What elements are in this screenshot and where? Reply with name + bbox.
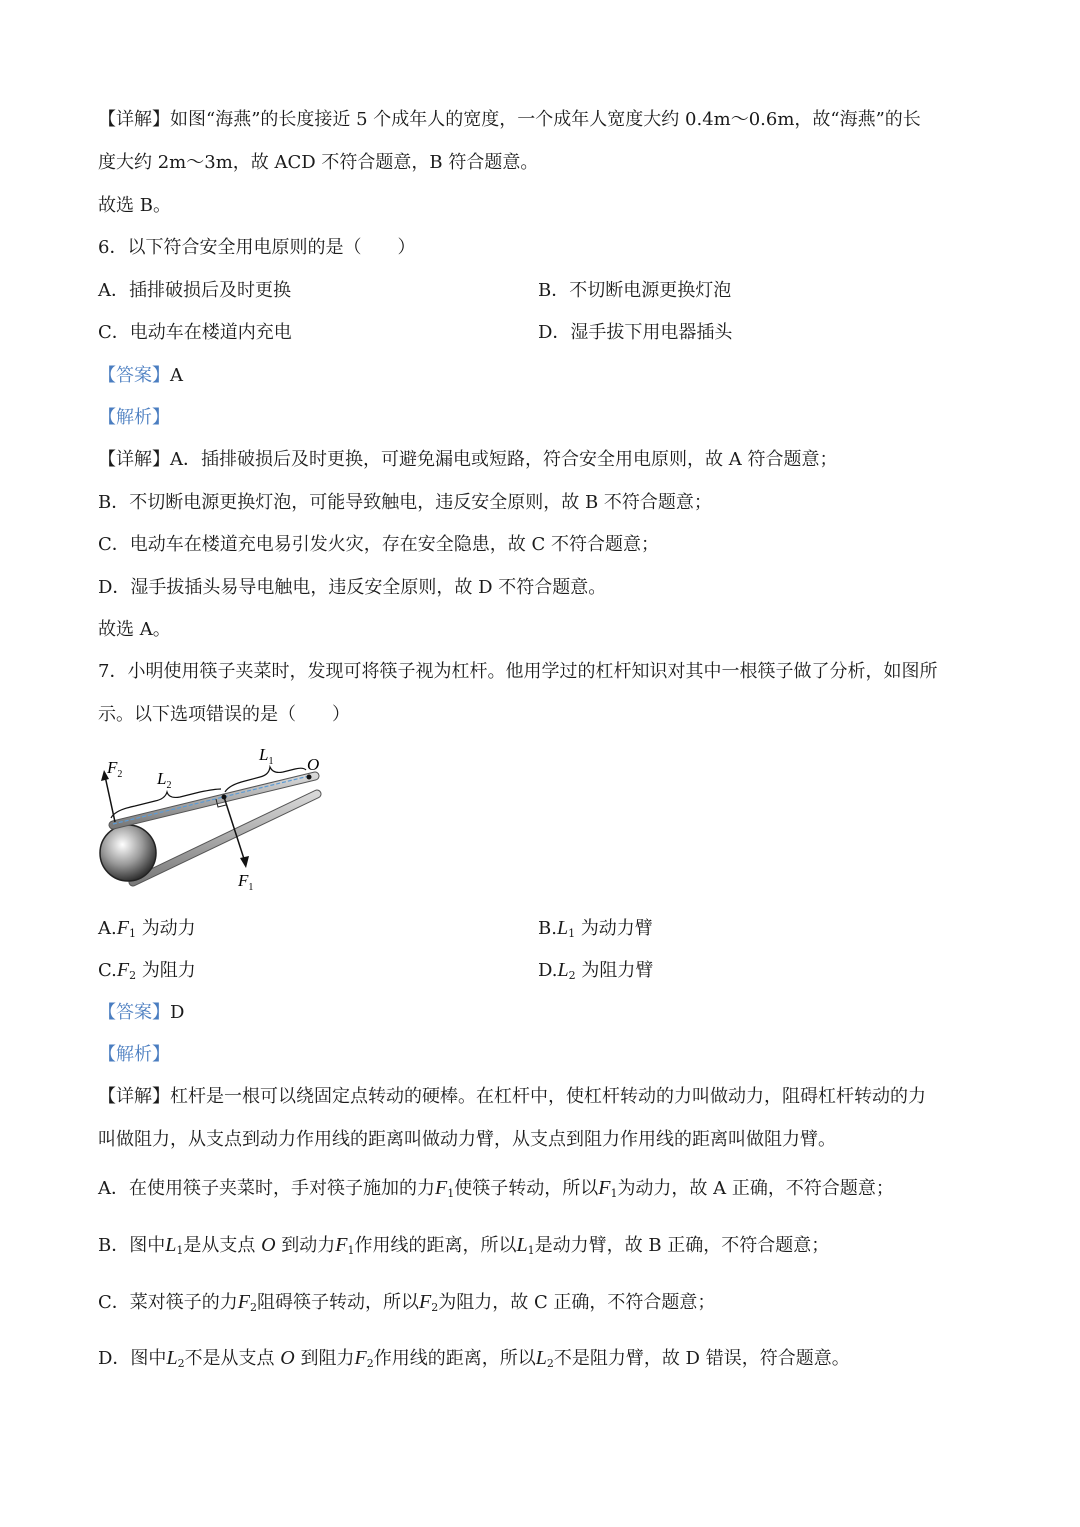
q6-detail-a: 【详解】A．插排破损后及时更换，可避免漏电或短路，符合安全用电原则，故 A 符合题意；: [98, 449, 838, 470]
q7-question-line-2: 示。以下选项错误的是（ ）: [98, 704, 350, 725]
q6-detail-c: C．电动车在楼道充电易引发火灾，存在安全隐患，故 C 不符合题意；: [98, 534, 659, 555]
l2-label: $L_2$: [157, 769, 172, 791]
q7-detail-c: C．菜对筷子的力$F_2$阻碍筷子转动，所以$F_2$为阻力，故 C 正确，不符合题意；: [98, 1291, 716, 1314]
q5-detail-line-2: 度大约 2m～3m，故 ACD 不符合题意，B 符合题意。: [98, 152, 539, 173]
q6-option-a: A．插排破损后及时更换: [98, 280, 291, 301]
detail-label: 【详解】: [98, 1086, 170, 1107]
q6-analysis-label: 【解析】: [98, 407, 170, 428]
q6-option-b: B．不切断电源更换灯泡: [538, 280, 732, 301]
answer-label: 【答案】: [98, 365, 170, 386]
q7-detail-d: D．图中$L_2$不是从支点 O 到阻力$F_2$作用线的距离，所以$L_2$不是阻力臂，故 D 错误，符合题意。: [98, 1347, 850, 1370]
q7-question-line-1: 7．小明使用筷子夹菜时，发现可将筷子视为杠杆。他用学过的杠杆知识对其中一根筷子做了分析，如图所: [98, 661, 938, 682]
answer-value: A: [170, 365, 183, 386]
food-ball: [100, 825, 156, 881]
lever-chopstick-diagram: [95, 740, 335, 900]
q7-option-b: $B.L_1$ 为动力臂: [538, 917, 653, 940]
q6-option-c: C．电动车在楼道内充电: [98, 322, 292, 343]
q5-conclusion: 故选 B。: [98, 195, 171, 216]
q6-detail-d: D．湿手拔插头易导电触电，违反安全原则，故 D 不符合题意。: [98, 577, 607, 598]
pivot-point: [307, 775, 312, 780]
q6-answer: [98, 364, 183, 388]
q7-option-c: $C.F_2$ 为阻力: [98, 959, 196, 982]
pivot-o-label: O: [307, 755, 320, 774]
q7-detail-intro-1: 【详解】杠杆是一根可以绕固定点转动的硬棒。在杠杆中，使杠杆转动的力叫做动力，阻碍杠杆转动的力: [98, 1086, 926, 1107]
q7-option-d: $D.L_2$ 为阻力臂: [538, 959, 654, 982]
detail-label: 【详解】: [98, 109, 170, 130]
q7-analysis-label: 【解析】: [98, 1044, 170, 1065]
q6-detail-b: B．不切断电源更换灯泡，可能导致触电，违反安全原则，故 B 不符合题意；: [98, 492, 712, 513]
f2-label: $F_2$: [107, 758, 123, 780]
detail-label: 【详解】: [98, 449, 170, 470]
answer-label: 【答案】: [98, 1002, 170, 1023]
q7-detail-intro-2: 叫做阻力，从支点到动力作用线的距离叫做动力臂，从支点到阻力作用线的距离叫做阻力臂。: [98, 1129, 836, 1150]
q7-option-a: $A.F_1$ 为动力: [98, 917, 196, 940]
q7-detail-b: B．图中$L_1$是从支点 O 到动力$F_1$作用线的距离，所以$L_1$是动力臂，故 B 正确，不符合题意；: [98, 1234, 830, 1257]
q6-question: 6．以下符合安全用电原则的是（ ）: [98, 237, 416, 258]
l1-label: $L_1$: [259, 745, 274, 767]
q5-detail-line-1: 【详解】如图“海燕”的长度接近 5 个成年人的宽度，一个成年人宽度大约 0.4m～0.6m，故“海燕”的长: [98, 109, 921, 130]
q6-option-d: D．湿手拔下用电器插头: [538, 322, 733, 343]
q6-conclusion: 故选 A。: [98, 619, 171, 640]
f2-arrow: [101, 770, 115, 822]
q7-answer: [98, 1001, 184, 1025]
lower-chopstick: [133, 794, 317, 882]
upper-chopstick: [113, 776, 315, 825]
answer-value: D: [170, 1002, 185, 1023]
f1-label: $F_1$: [238, 871, 254, 893]
q7-detail-a: A．在使用筷子夹菜时，手对筷子施加的力$F_1$使筷子转动，所以$F_1$为动力，故 A 正确，不符合题意；: [98, 1177, 894, 1200]
